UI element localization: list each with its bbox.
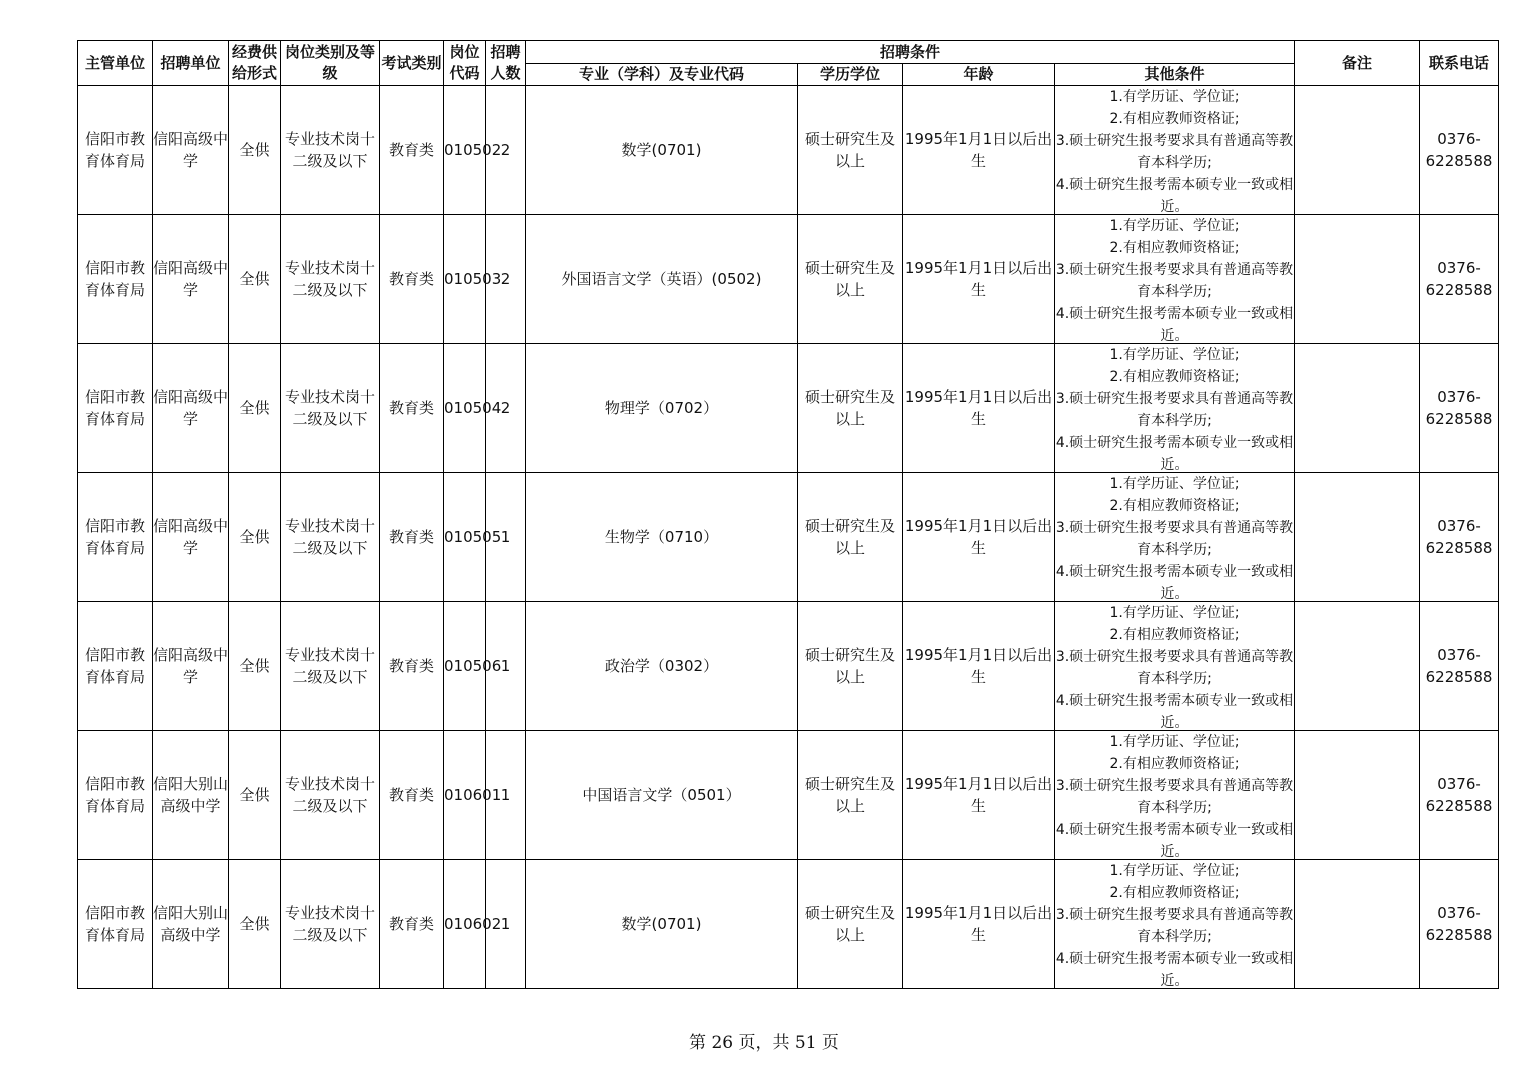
cell-employer: 信阳大别山高级中学 <box>153 731 229 860</box>
header-post-code: 岗位代码 <box>444 41 486 86</box>
cell-post-category: 专业技术岗十二级及以下 <box>281 731 380 860</box>
cell-degree: 硕士研究生及以上 <box>798 215 903 344</box>
cell-post-code: 010504 <box>444 344 486 473</box>
cell-other <box>1055 602 1295 731</box>
condition-line: 3.硕士研究生报考要求具有普通高等教育本科学历; <box>1055 520 1294 558</box>
cell-funding: 全供 <box>229 86 281 215</box>
cell-remarks <box>1295 731 1420 860</box>
header-age: 年龄 <box>903 64 1055 86</box>
cell-degree: 硕士研究生及以上 <box>798 602 903 731</box>
table-row <box>78 86 1499 215</box>
cell-post-category: 专业技术岗十二级及以下 <box>281 344 380 473</box>
cell-post-code: 010502 <box>444 86 486 215</box>
cell-supervisor: 信阳市教育体育局 <box>78 344 153 473</box>
cell-remarks <box>1295 473 1420 602</box>
cell-other <box>1055 473 1295 602</box>
cell-headcount: 2 <box>486 86 526 215</box>
cell-headcount: 1 <box>486 473 526 602</box>
condition-line: 1.有学历证、学位证; <box>1109 476 1240 492</box>
condition-line: 4.硕士研究生报考需本硕专业一致或相近。 <box>1055 435 1294 473</box>
condition-line: 2.有相应教师资格证; <box>1109 885 1240 901</box>
cell-post-category: 专业技术岗十二级及以下 <box>281 473 380 602</box>
cell-degree: 硕士研究生及以上 <box>798 86 903 215</box>
condition-line: 1.有学历证、学位证; <box>1109 605 1240 621</box>
condition-line: 4.硕士研究生报考需本硕专业一致或相近。 <box>1055 951 1294 989</box>
cell-age: 1995年1月1日以后出生 <box>903 860 1055 989</box>
condition-line: 1.有学历证、学位证; <box>1109 863 1240 879</box>
cell-supervisor: 信阳市教育体育局 <box>78 731 153 860</box>
condition-line: 3.硕士研究生报考要求具有普通高等教育本科学历; <box>1055 649 1294 687</box>
cell-supervisor: 信阳市教育体育局 <box>78 473 153 602</box>
cell-funding: 全供 <box>229 473 281 602</box>
header-degree: 学历学位 <box>798 64 903 86</box>
cell-employer: 信阳高级中学 <box>153 86 229 215</box>
header-supervisor: 主管单位 <box>78 41 153 86</box>
cell-major: 数学(0701) <box>526 86 798 215</box>
cell-remarks <box>1295 86 1420 215</box>
table-row <box>78 860 1499 989</box>
condition-line: 3.硕士研究生报考要求具有普通高等教育本科学历; <box>1055 391 1294 429</box>
cell-supervisor: 信阳市教育体育局 <box>78 860 153 989</box>
cell-other <box>1055 344 1295 473</box>
condition-line: 3.硕士研究生报考要求具有普通高等教育本科学历; <box>1055 907 1294 945</box>
cell-other <box>1055 860 1295 989</box>
cell-funding: 全供 <box>229 731 281 860</box>
header-headcount: 招聘人数 <box>486 41 526 86</box>
header-conditions: 招聘条件 <box>526 41 1295 64</box>
cell-supervisor: 信阳市教育体育局 <box>78 86 153 215</box>
cell-degree: 硕士研究生及以上 <box>798 344 903 473</box>
cell-exam-type: 教育类 <box>380 344 444 473</box>
cell-phone: 0376-6228588 <box>1420 86 1499 215</box>
table-row <box>78 344 1499 473</box>
condition-line: 4.硕士研究生报考需本硕专业一致或相近。 <box>1055 564 1294 602</box>
cell-phone: 0376-6228588 <box>1420 860 1499 989</box>
cell-employer: 信阳高级中学 <box>153 602 229 731</box>
cell-employer: 信阳高级中学 <box>153 215 229 344</box>
cell-exam-type: 教育类 <box>380 86 444 215</box>
cell-major: 外国语言文学（英语）(0502) <box>526 215 798 344</box>
cell-employer: 信阳高级中学 <box>153 473 229 602</box>
condition-line: 1.有学历证、学位证; <box>1109 734 1240 750</box>
cell-other <box>1055 86 1295 215</box>
cell-phone: 0376-6228588 <box>1420 602 1499 731</box>
cell-employer: 信阳大别山高级中学 <box>153 860 229 989</box>
cell-major: 政治学（0302） <box>526 602 798 731</box>
cell-post-category: 专业技术岗十二级及以下 <box>281 860 380 989</box>
condition-line: 1.有学历证、学位证; <box>1109 89 1240 105</box>
cell-post-category: 专业技术岗十二级及以下 <box>281 86 380 215</box>
cell-post-category: 专业技术岗十二级及以下 <box>281 602 380 731</box>
condition-line: 3.硕士研究生报考要求具有普通高等教育本科学历; <box>1055 778 1294 816</box>
condition-line: 2.有相应教师资格证; <box>1109 498 1240 514</box>
cell-major: 物理学（0702） <box>526 344 798 473</box>
table-row <box>78 473 1499 602</box>
cell-exam-type: 教育类 <box>380 731 444 860</box>
condition-line: 4.硕士研究生报考需本硕专业一致或相近。 <box>1055 822 1294 860</box>
cell-degree: 硕士研究生及以上 <box>798 473 903 602</box>
cell-phone: 0376-6228588 <box>1420 473 1499 602</box>
cell-major: 生物学（0710） <box>526 473 798 602</box>
cell-remarks <box>1295 602 1420 731</box>
cell-exam-type: 教育类 <box>380 215 444 344</box>
cell-age: 1995年1月1日以后出生 <box>903 86 1055 215</box>
condition-line: 4.硕士研究生报考需本硕专业一致或相近。 <box>1055 693 1294 731</box>
cell-post-code: 010505 <box>444 473 486 602</box>
cell-age: 1995年1月1日以后出生 <box>903 731 1055 860</box>
cell-post-code: 010503 <box>444 215 486 344</box>
cell-funding: 全供 <box>229 215 281 344</box>
cell-other <box>1055 215 1295 344</box>
cell-age: 1995年1月1日以后出生 <box>903 602 1055 731</box>
cell-supervisor: 信阳市教育体育局 <box>78 602 153 731</box>
header-post-category: 岗位类别及等级 <box>281 41 380 86</box>
condition-line: 3.硕士研究生报考要求具有普通高等教育本科学历; <box>1055 133 1294 171</box>
cell-age: 1995年1月1日以后出生 <box>903 215 1055 344</box>
header-employer: 招聘单位 <box>153 41 229 86</box>
condition-line: 3.硕士研究生报考要求具有普通高等教育本科学历; <box>1055 262 1294 300</box>
cell-phone: 0376-6228588 <box>1420 731 1499 860</box>
cell-remarks <box>1295 860 1420 989</box>
cell-headcount: 2 <box>486 344 526 473</box>
cell-headcount: 1 <box>486 602 526 731</box>
cell-headcount: 1 <box>486 731 526 860</box>
condition-line: 2.有相应教师资格证; <box>1109 756 1240 772</box>
table-row <box>78 731 1499 860</box>
cell-funding: 全供 <box>229 344 281 473</box>
cell-degree: 硕士研究生及以上 <box>798 731 903 860</box>
header-exam-type: 考试类别 <box>380 41 444 86</box>
condition-line: 2.有相应教师资格证; <box>1109 240 1240 256</box>
cell-major: 数学(0701) <box>526 860 798 989</box>
table-row <box>78 602 1499 731</box>
cell-funding: 全供 <box>229 860 281 989</box>
recruitment-table <box>77 40 1499 989</box>
table-body <box>78 86 1499 989</box>
cell-remarks <box>1295 344 1420 473</box>
header-other: 其他条件 <box>1055 64 1295 86</box>
cell-funding: 全供 <box>229 602 281 731</box>
condition-line: 2.有相应教师资格证; <box>1109 111 1240 127</box>
cell-headcount: 1 <box>486 860 526 989</box>
cell-degree: 硕士研究生及以上 <box>798 860 903 989</box>
header-remarks: 备注 <box>1295 41 1420 86</box>
header-phone: 联系电话 <box>1420 41 1499 86</box>
cell-employer: 信阳高级中学 <box>153 344 229 473</box>
cell-phone: 0376-6228588 <box>1420 215 1499 344</box>
cell-exam-type: 教育类 <box>380 602 444 731</box>
cell-post-code: 010602 <box>444 860 486 989</box>
cell-supervisor: 信阳市教育体育局 <box>78 215 153 344</box>
cell-age: 1995年1月1日以后出生 <box>903 473 1055 602</box>
header-major: 专业（学科）及专业代码 <box>526 64 798 86</box>
cell-phone: 0376-6228588 <box>1420 344 1499 473</box>
condition-line: 4.硕士研究生报考需本硕专业一致或相近。 <box>1055 306 1294 344</box>
cell-exam-type: 教育类 <box>380 473 444 602</box>
header-funding: 经费供给形式 <box>229 41 281 86</box>
condition-line: 1.有学历证、学位证; <box>1109 347 1240 363</box>
cell-age: 1995年1月1日以后出生 <box>903 344 1055 473</box>
cell-major: 中国语言文学（0501） <box>526 731 798 860</box>
condition-line: 2.有相应教师资格证; <box>1109 369 1240 385</box>
cell-other <box>1055 731 1295 860</box>
condition-line: 1.有学历证、学位证; <box>1109 218 1240 234</box>
page-footer: 第 26 页，共 51 页 <box>689 1033 839 1053</box>
cell-post-code: 010506 <box>444 602 486 731</box>
condition-line: 4.硕士研究生报考需本硕专业一致或相近。 <box>1055 177 1294 215</box>
cell-exam-type: 教育类 <box>380 860 444 989</box>
cell-post-code: 010601 <box>444 731 486 860</box>
cell-headcount: 2 <box>486 215 526 344</box>
cell-remarks <box>1295 215 1420 344</box>
table-row <box>78 215 1499 344</box>
cell-post-category: 专业技术岗十二级及以下 <box>281 215 380 344</box>
condition-line: 2.有相应教师资格证; <box>1109 627 1240 643</box>
